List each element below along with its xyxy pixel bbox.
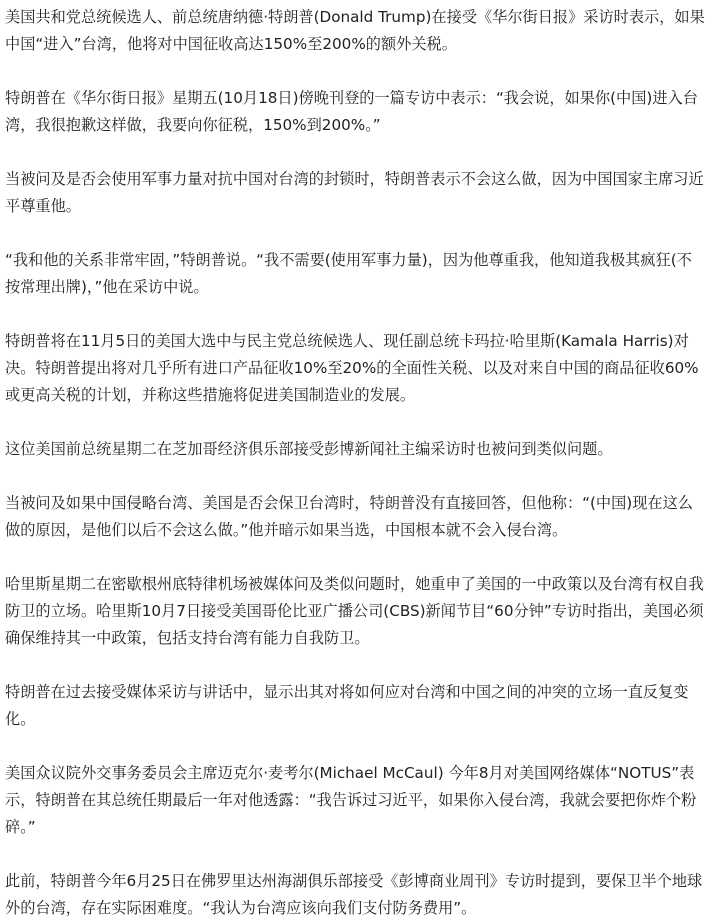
- paragraph-1: 美国共和党总统候选人、前总统唐纳德·特朗普(Donald Trump)在接受《华尔街日报》采访时表示，如果中国“进入”台湾，他将对中国征收高达150%至200%的额外关税。: [5, 8, 705, 53]
- paragraph-11: 此前，特朗普今年6月25日在佛罗里达州海湖俱乐部接受《彭博商业周刊》专访时提到，要保卫半个地球外的台湾，存在实际困难度。“我认为台湾应该向我们支付防务费用”。: [5, 872, 703, 917]
- paragraph-9: 特朗普在过去接受媒体采访与讲话中，显示出其对将如何应对台湾和中国之间的冲突的立场一直反复变化。: [5, 683, 689, 728]
- paragraph-4: “我和他的关系非常牢固，”特朗普说。“我不需要(使用军事力量)，因为他尊重我，他知道我极其疯狂(不按常理出牌)，”他在采访中说。: [5, 251, 692, 296]
- paragraph-5: 特朗普将在11月5日的美国大选中与民主党总统候选人、现任副总统卡玛拉·哈里斯(Kamala Harris)对决。特朗普提出将对几乎所有进口产品征收10%至20%的全面性关税、以及对来自中国的商品征收60%或更高关税的计划，并称这些措施将促进美国制造业的发展。: [5, 332, 699, 404]
- paragraph-8: 哈里斯星期二在密歇根州底特律机场被媒体问及类似问题时，她重申了美国的一中政策以及台湾有权自我防卫的立场。哈里斯10月7日接受美国哥伦比亚广播公司(CBS)新闻节目“60分钟”专访时指出，美国必须确保维持其一中政策，包括支持台湾有能力自我防卫。: [5, 575, 704, 647]
- paragraph-2: 特朗普在《华尔街日报》星期五(10月18日)傍晚刊登的一篇专访中表示：“我会说，如果你(中国)进入台湾，我很抱歉这样做，我要向你征税，150%到200%。”: [5, 89, 698, 134]
- paragraph-6: 这位美国前总统星期二在芝加哥经济俱乐部接受彭博新闻社主编采访时也被问到类似问题。: [5, 440, 613, 458]
- paragraph-7: 当被问及如果中国侵略台湾、美国是否会保卫台湾时，特朗普没有直接回答，但他称：“(中国)现在这么做的原因，是他们以后不会这么做。”他并暗示如果当选，中国根本就不会入侵台湾。: [5, 494, 693, 539]
- article-body: [5, 4, 707, 922]
- paragraph-10: 美国众议院外交事务委员会主席迈克尔·麦考尔(Michael McCaul) 今年8月对美国网络媒体“NOTUS”表示，特朗普在其总统任期最后一年对他透露：“我告诉过习近平，如果你入侵台湾，我就会要把你炸个粉碎。”: [5, 764, 697, 836]
- paragraph-3: 当被问及是否会使用军事力量对抗中国对台湾的封锁时，特朗普表示不会这么做，因为中国国家主席习近平尊重他。: [5, 170, 704, 215]
